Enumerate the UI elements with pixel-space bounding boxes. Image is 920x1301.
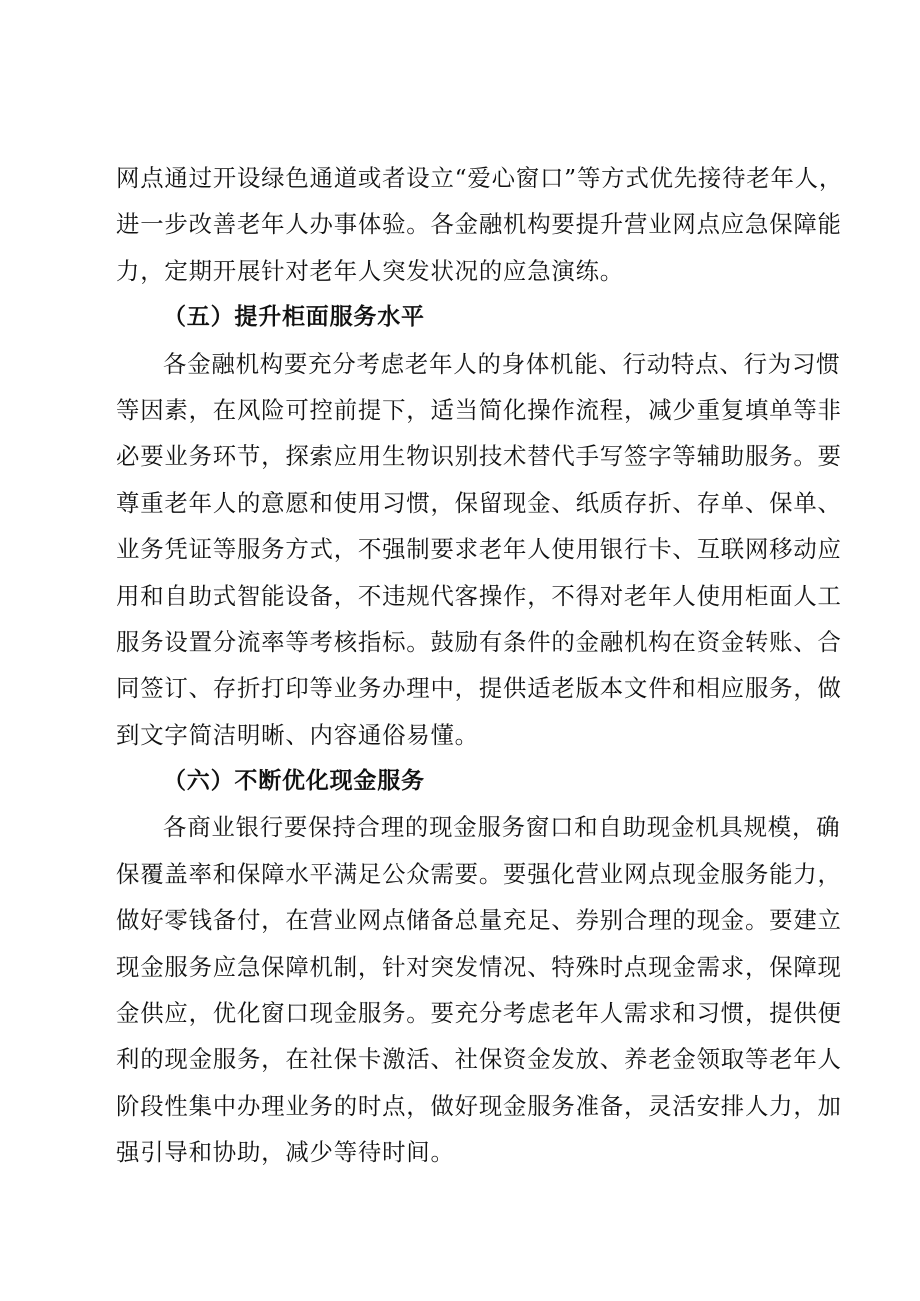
text-line: 强引导和协助，减少等待时间。 [116, 1138, 455, 1167]
intro-paragraph [116, 155, 844, 294]
text-line: 用和自助式智能设备，不违规代客操作，不得对老年人使用柜面人工 [116, 581, 842, 610]
text-line: 力，定期开展针对老年人突发状况的应急演练。 [116, 256, 625, 285]
text-line: 同签订、存折打印等业务办理中，提供适老版本文件和相应服务，做 [116, 674, 842, 703]
text-line: 进一步改善老年人办事体验。各金融机构要提升营业网点应急保障能 [116, 210, 842, 239]
text-line: 尊重老年人的意愿和使用习惯，保留现金、纸质存折、存单、保单、 [116, 488, 842, 517]
text-line: 等因素，在风险可控前提下，适当简化操作流程，减少重复填单等非 [116, 395, 842, 424]
document-page [116, 155, 844, 1176]
text-line: 利的现金服务，在社保卡激活、社保资金发放、养老金领取等老年人 [116, 1045, 842, 1074]
text-line: 做好零钱备付，在营业网点储备总量充足、券别合理的现金。要建立 [116, 906, 842, 935]
text-line: 金供应，优化窗口现金服务。要充分考虑老年人需求和习惯，提供便 [116, 999, 842, 1028]
section-heading-5: （五）提升柜面服务水平 [163, 304, 425, 331]
text-line: 业务凭证等服务方式，不强制要求老年人使用银行卡、互联网移动应 [116, 535, 842, 564]
text-line: 网点通过开设绿色通道或者设立“爱心窗口”等方式优先接待老年人， [116, 164, 844, 192]
text-line: 现金服务应急保障机制，针对突发情况、特殊时点现金需求，保障现 [116, 952, 842, 981]
section-heading-6: （六）不断优化现金服务 [163, 768, 425, 795]
text-line: 到文字简洁明晰、内容通俗易懂。 [116, 720, 479, 749]
text-line: 保覆盖率和保障水平满足公众需要。要强化营业网点现金服务能力， [116, 859, 842, 888]
text-line: 阶段性集中办理业务的时点，做好现金服务准备，灵活安排人力，加 [116, 1091, 842, 1120]
text-line: 各金融机构要充分考虑老年人的身体机能、行动特点、行为习惯 [163, 349, 841, 378]
section-5-paragraph [116, 341, 842, 759]
text-line: 必要业务环节，探索应用生物识别技术替代手写签字等辅助服务。要 [116, 442, 842, 471]
section-6-paragraph [116, 804, 842, 1175]
text-line: 服务设置分流率等考核指标。鼓励有条件的金融机构在资金转账、合 [116, 627, 842, 656]
text-line: 各商业银行要保持合理的现金服务窗口和自助现金机具规模，确 [163, 813, 841, 842]
